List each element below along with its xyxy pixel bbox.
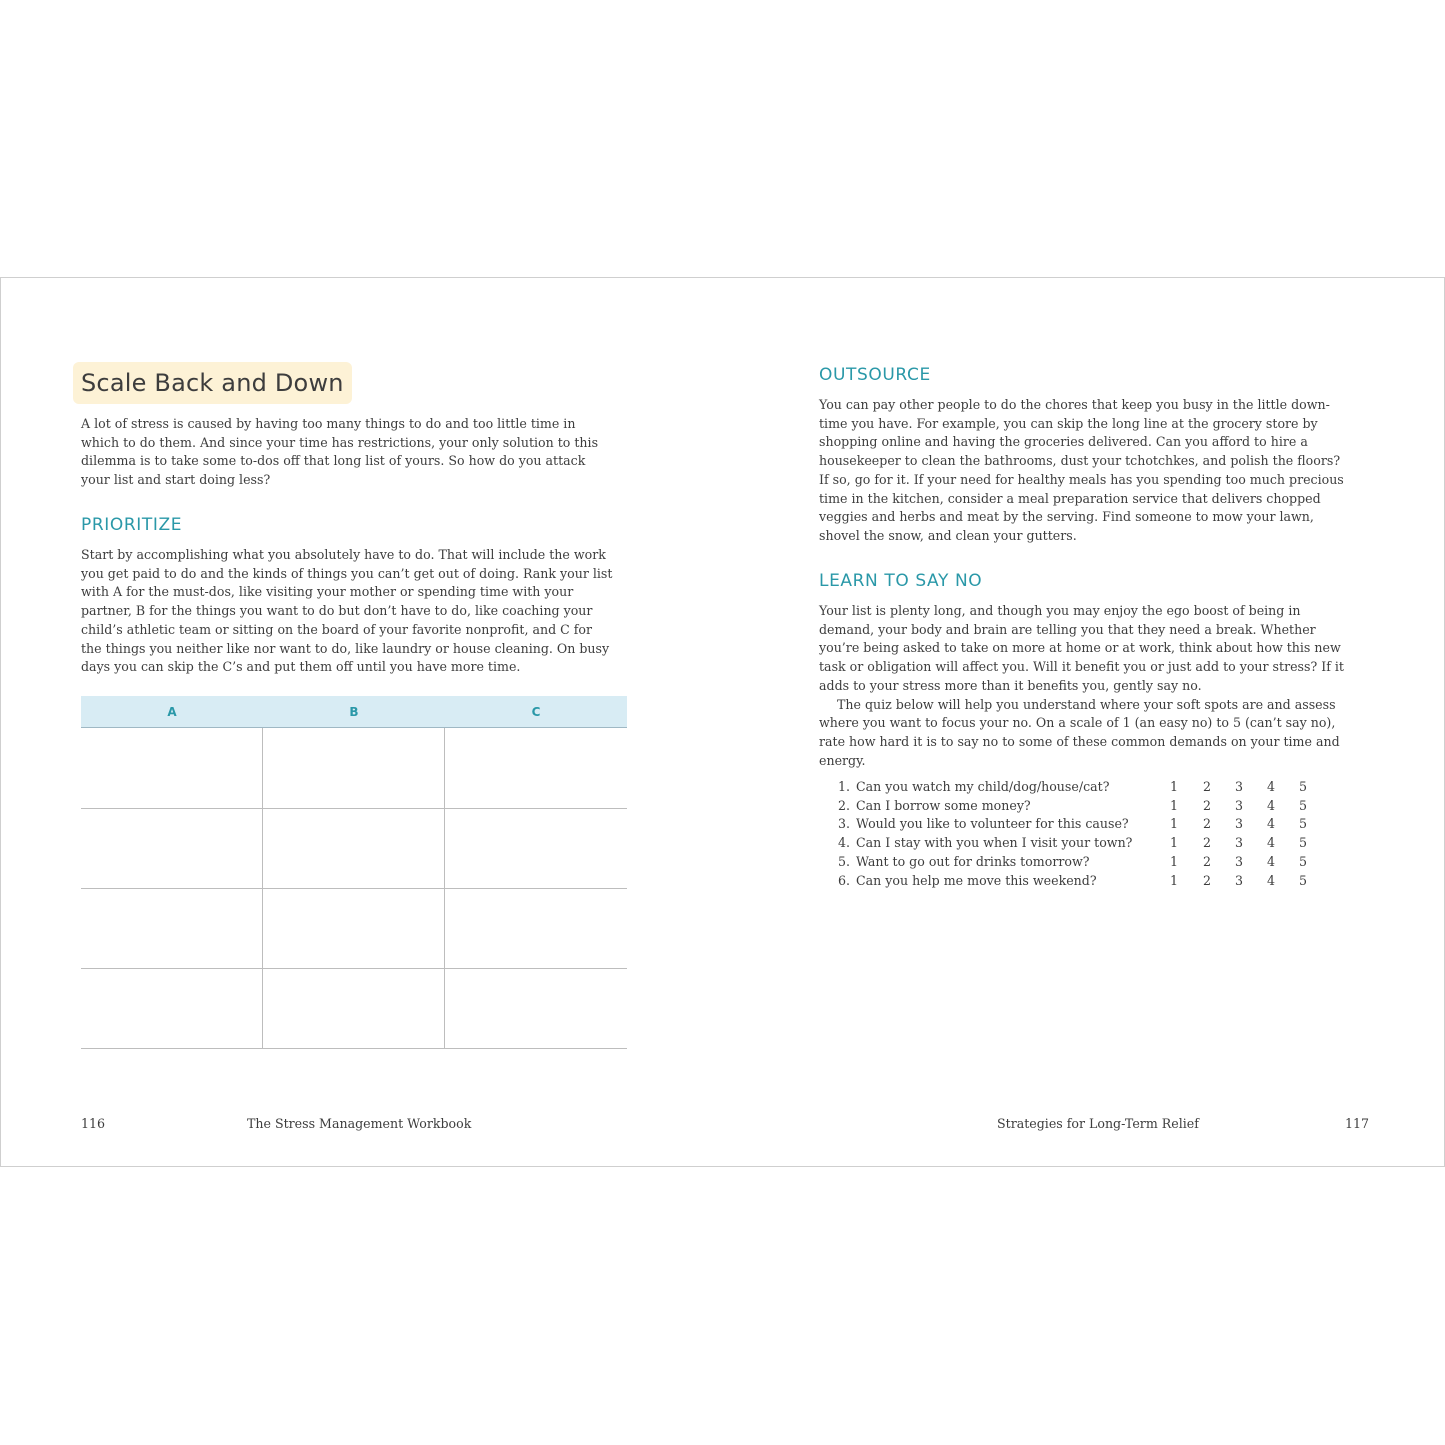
title-highlight [73, 362, 352, 404]
text-line: dilemma is to take some to-dos off that long list of yours. So how do you attack [81, 453, 586, 469]
rating-option-2[interactable]: 2 [1202, 872, 1211, 888]
text-line: task or obligation will affect you. Will it benefit you or just add to your stress? If it [819, 659, 1344, 675]
text-line: you get paid to do and the kinds of things you can’t get out of doing. Rank your list [81, 565, 613, 581]
rating-option-4[interactable]: 4 [1266, 835, 1275, 851]
rating-option-1[interactable]: 1 [1169, 816, 1178, 832]
table-row [81, 968, 627, 1049]
rating-option-3[interactable]: 3 [1234, 872, 1243, 888]
quiz-question: Can I borrow some money? [856, 797, 1031, 813]
quiz-item [836, 873, 1316, 892]
prioritize-heading: PRIORITIZE [81, 515, 183, 535]
rating-option-3[interactable]: 3 [1234, 853, 1243, 869]
table-cell-c[interactable] [445, 808, 627, 888]
table-cell-b[interactable] [263, 968, 445, 1048]
text-line: A lot of stress is caused by having too many things to do and too little time in [81, 416, 576, 431]
table-row [81, 888, 627, 969]
quiz-item [836, 835, 1316, 854]
rating-option-3[interactable]: 3 [1234, 816, 1243, 832]
rating-option-5[interactable]: 5 [1298, 816, 1307, 832]
text-line: time in the kitchen, consider a meal preparation service that delivers chopped [819, 490, 1321, 506]
text-line: veggies and herbs and meat by the serving. Find someone to mow your lawn, [819, 509, 1314, 525]
text-line: where you want to focus your no. On a scale of 1 (an easy no) to 5 (can’t say no), [819, 715, 1336, 731]
rating-option-2[interactable]: 2 [1202, 835, 1211, 851]
rating-option-5[interactable]: 5 [1298, 779, 1307, 794]
say-no-paragraph [819, 602, 1344, 770]
table-cell-c[interactable] [445, 888, 627, 968]
rating-option-4[interactable]: 4 [1266, 797, 1275, 813]
quiz-item [836, 816, 1316, 835]
rating-option-5[interactable]: 5 [1298, 872, 1307, 888]
table-cell-a[interactable] [81, 808, 263, 888]
text-line: housekeeper to clean the bathrooms, dust your tchotchkes, and polish the floors? [819, 453, 1341, 469]
column-divider [444, 728, 445, 1049]
outsource-paragraph [819, 396, 1344, 546]
rating-option-1[interactable]: 1 [1169, 853, 1178, 869]
text-line: Start by accomplishing what you absolutely have to do. That will include the work [81, 547, 606, 562]
rating-option-5[interactable]: 5 [1298, 797, 1307, 813]
text-line: child’s athletic team or sitting on the board of your favorite nonprofit, and C for [81, 621, 593, 637]
rating-option-4[interactable]: 4 [1266, 853, 1275, 869]
column-a-header: A [167, 704, 177, 719]
text-line: your list and start doing less? [81, 472, 271, 488]
say-no-heading: LEARN TO SAY NO [819, 571, 983, 591]
text-line: shovel the snow, and clean your gutters. [819, 527, 1077, 543]
text-line: The quiz below will help you understand where your soft spots are and assess [837, 696, 1336, 712]
quiz-item [836, 854, 1316, 873]
table-cell-c[interactable] [445, 728, 627, 808]
rating-option-1[interactable]: 1 [1169, 872, 1178, 888]
text-line: adds to your stress more than it benefits you, gently say no. [819, 677, 1202, 693]
rating-option-5[interactable]: 5 [1298, 853, 1307, 869]
quiz-item-number: 5. [837, 853, 850, 869]
page-title: Scale Back and Down [81, 369, 344, 397]
intro-paragraph [81, 415, 598, 490]
rating-option-5[interactable]: 5 [1298, 835, 1307, 851]
table-cell-a[interactable] [81, 968, 263, 1048]
table-cell-b[interactable] [263, 808, 445, 888]
right-running-title: Strategies for Long-Term Relief [997, 1116, 1199, 1131]
table-row [81, 808, 627, 889]
text-line: You can pay other people to do the chores that keep you busy in the little down- [819, 397, 1330, 412]
quiz-question: Would you like to volunteer for this cause? [856, 816, 1129, 832]
rating-option-2[interactable]: 2 [1202, 816, 1211, 832]
book-spread [0, 277, 1445, 1167]
text-line: demand, your body and brain are telling you that they need a break. Whether [819, 621, 1316, 637]
table-header-row [81, 696, 627, 728]
column-b-header: B [349, 704, 359, 719]
rating-option-3[interactable]: 3 [1234, 779, 1243, 794]
text-line: you’re being asked to take on more at home or at work, think about how this new [819, 640, 1341, 656]
rating-option-2[interactable]: 2 [1202, 797, 1211, 813]
quiz-item-number: 3. [837, 816, 850, 832]
text-line: time you have. For example, you can skip the long line at the grocery store by [819, 415, 1318, 431]
abc-priority-table [81, 696, 627, 1049]
quiz-question: Want to go out for drinks tomorrow? [856, 853, 1090, 869]
text-line: with A for the must-dos, like visiting your mother or spending time with your [81, 584, 574, 600]
column-divider [262, 728, 263, 1049]
table-cell-c[interactable] [445, 968, 627, 1048]
text-line: shopping online and having the groceries delivered. Can you afford to hire a [819, 434, 1308, 450]
quiz-item-number: 4. [837, 835, 850, 851]
text-line: which to do them. And since your time has restrictions, your only solution to this [81, 434, 599, 450]
rating-option-4[interactable]: 4 [1266, 779, 1275, 794]
quiz-item-number: 6. [837, 872, 850, 888]
rating-option-2[interactable]: 2 [1202, 853, 1211, 869]
text-line: If so, go for it. If your need for healthy meals has you spending too much precious [819, 471, 1344, 487]
text-line: days you can skip the C’s and put them off until you have more time. [81, 659, 521, 675]
prioritize-paragraph [81, 546, 612, 677]
column-c-header: C [531, 704, 541, 719]
rating-option-2[interactable]: 2 [1202, 779, 1211, 794]
text-line: partner, B for the things you want to do but don’t have to do, like coaching your [81, 603, 593, 619]
rating-option-3[interactable]: 3 [1234, 797, 1243, 813]
table-row [81, 728, 627, 809]
table-cell-b[interactable] [263, 728, 445, 808]
text-line: the things you neither like nor want to do, like laundry or house cleaning. On busy [81, 640, 610, 656]
text-line: rate how hard it is to say no to some of these common demands on your time and [819, 733, 1340, 749]
rating-option-3[interactable]: 3 [1234, 835, 1243, 851]
quiz-question: Can you watch my child/dog/house/cat? [856, 779, 1110, 794]
rating-option-1[interactable]: 1 [1169, 797, 1178, 813]
quiz-item-number: 2. [837, 797, 850, 813]
outsource-heading: OUTSOURCE [819, 365, 931, 385]
quiz-question: Can I stay with you when I visit your town? [856, 835, 1133, 851]
rating-option-1[interactable]: 1 [1169, 779, 1178, 794]
rating-option-4[interactable]: 4 [1266, 816, 1275, 832]
quiz-question: Can you help me move this weekend? [856, 872, 1097, 888]
rating-option-1[interactable]: 1 [1169, 835, 1178, 851]
rating-option-4[interactable]: 4 [1266, 872, 1275, 888]
left-page [1, 278, 721, 1166]
table-cell-a[interactable] [81, 888, 263, 968]
text-line: energy. [819, 752, 866, 768]
quiz-item-number: 1. [837, 779, 850, 794]
quiz-item [836, 779, 1316, 798]
table-cell-a[interactable] [81, 728, 263, 808]
left-running-title: The Stress Management Workbook [247, 1116, 472, 1131]
text-line: Your list is plenty long, and though you may enjoy the ego boost of being in [819, 603, 1301, 618]
right-page-number: 117 [1345, 1116, 1370, 1131]
right-page [721, 278, 1443, 1166]
left-page-number: 116 [81, 1116, 106, 1131]
quiz-item [836, 798, 1316, 817]
table-cell-b[interactable] [263, 888, 445, 968]
